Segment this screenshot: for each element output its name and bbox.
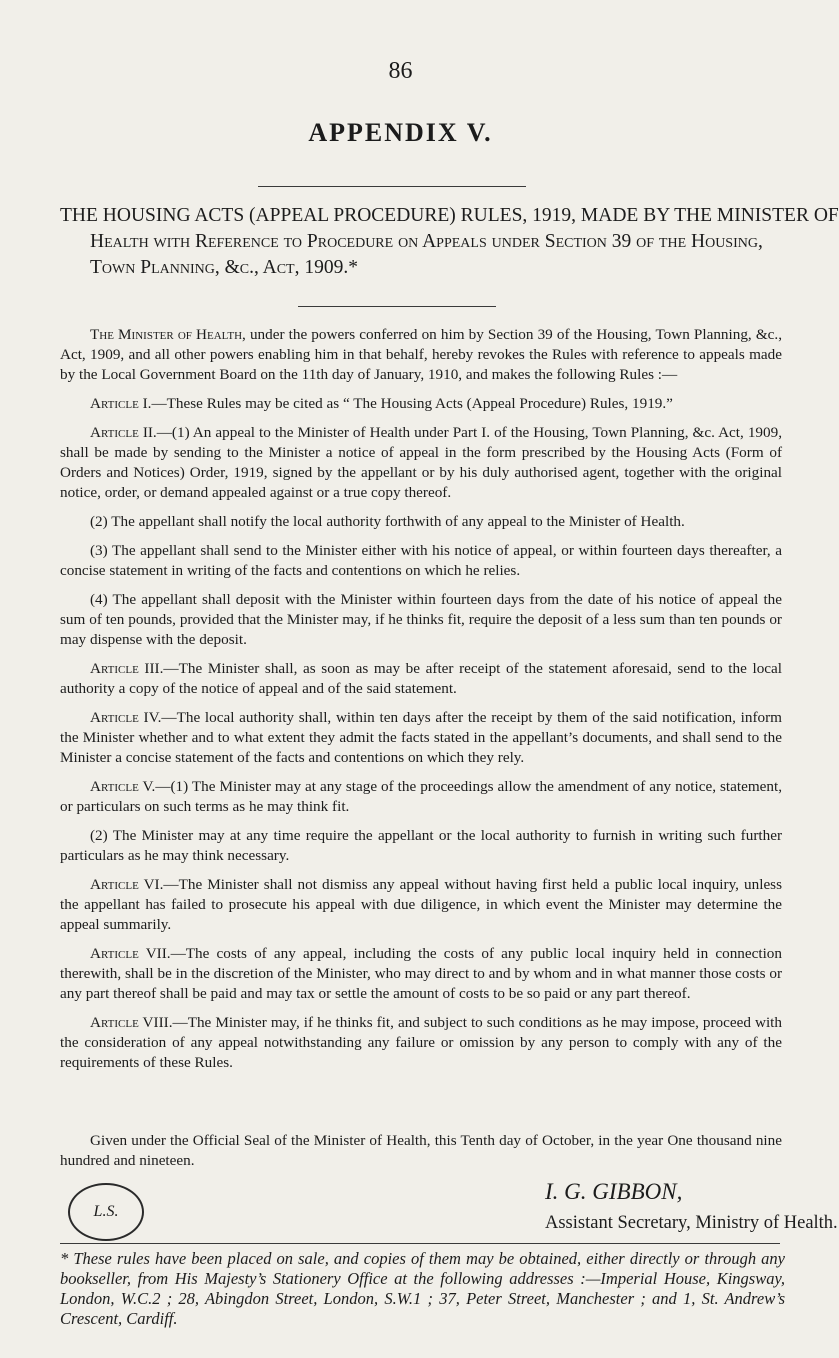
article-2-2: (2) The appellant shall notify the local authority forthwith of any appeal to the Minister of Health. bbox=[90, 513, 685, 530]
article-1 bbox=[60, 394, 782, 414]
official-seal bbox=[68, 1183, 144, 1241]
appendix-title: APPENDIX V. bbox=[308, 118, 493, 147]
article-8-text: —The Minister may, if he thinks fit, and subject to such conditions as he may impose, proceed with the consideration of any appeal notwithstanding any failure or omission by any person to comply with any of the requirements of these Rules. bbox=[60, 1014, 782, 1072]
preamble-lead: The Minister of Health, bbox=[90, 326, 246, 343]
article-1-lead: Article I. bbox=[90, 395, 152, 412]
preamble-text: under the powers conferred on him by Section 39 of the Housing, Town Planning, &c., Act, 1909, and all other powers enabling him in that behalf, hereby revokes the Rules with reference to appeals made by the Local Government Board on the 11th day of January, 1910, and makes the following Rules :— bbox=[60, 326, 782, 384]
article-7 bbox=[60, 944, 782, 1004]
heading-rule bbox=[298, 306, 496, 307]
article-8-lead: Article VIII. bbox=[90, 1014, 173, 1031]
heading-line-2: Health with Reference to Procedure on Appeals under Section 39 of the Housing, bbox=[90, 231, 763, 252]
signatory-name: I. G. GIBBON, bbox=[545, 1179, 683, 1204]
article-2-3: (3) The appellant shall send to the Minister either with his notice of appeal, or within fourteen days thereafter, a concise statement in writing of the facts and contentions on which he relies. bbox=[60, 542, 782, 580]
preamble-paragraph bbox=[60, 325, 782, 385]
article-6-text: —The Minister shall not dismiss any appeal without having first held a public local inquiry, unless the appellant has failed to prosecute his appeal with due diligence, in which event the Minister may determine the appeal summarily. bbox=[60, 876, 783, 934]
article-7-text: —The costs of any appeal, including the costs of any public local inquiry held in connection therewith, shall be in the discretion of the Minister, who may direct to and by whom and in what manner those costs or any part thereof shall be paid and may tax or settle the amount of costs to be so paid or any part thereof. bbox=[60, 945, 782, 1003]
article-2-4: (4) The appellant shall deposit with the Minister within fourteen days from the date of his notice of appeal the sum of ten pounds, provided that the Minister may, if he thinks fit, require the deposit of a less sum than ten pounds or may dispense with the deposit. bbox=[60, 591, 782, 649]
article-4 bbox=[60, 708, 782, 768]
article-3-text: —The Minister shall, as soon as may be after receipt of the statement aforesaid, send to the local authority a copy of the notice of appeal and of the said statement. bbox=[60, 660, 782, 698]
article-3 bbox=[60, 659, 782, 699]
article-8 bbox=[60, 1013, 782, 1073]
article-2-1 bbox=[60, 423, 782, 503]
article-2-lead: Article II. bbox=[90, 424, 157, 441]
article-5-1-text: —(1) The Minister may at any stage of the proceedings allow the amendment of any notice, statement, or particulars on such terms as he may think fit. bbox=[60, 778, 782, 816]
article-7-lead: Article VII. bbox=[90, 945, 171, 962]
article-5-lead: Article V. bbox=[90, 778, 156, 795]
article-6 bbox=[60, 875, 782, 935]
signatory-title: Assistant Secretary, Ministry of Health. bbox=[545, 1213, 838, 1233]
title-rule bbox=[258, 186, 526, 187]
article-4-lead: Article IV. bbox=[90, 709, 162, 726]
article-3-lead: Article III. bbox=[90, 660, 164, 677]
article-4-text: —The local authority shall, within ten days after the receipt by them of the said notification, inform the Minister whether and to what extent they admit the facts stated in the appellant’s documents, and shall send to the Minister a concise statement of the facts and contentions on which they rely. bbox=[60, 709, 783, 767]
seal-text: L.S. bbox=[93, 1203, 119, 1220]
footnote-rule bbox=[60, 1243, 780, 1244]
page-number: 86 bbox=[388, 58, 413, 84]
document-heading bbox=[60, 203, 839, 281]
footnote: * These rules have been placed on sale, and copies of them may be obtained, either directly or through any bookseller, from His Majesty’s Stationery Office at the following addresses :—Imperial House, Kingsway, London, W.C.2 ; 28, Abingdon Street, London, S.W.1 ; 37, Peter Street, Manchester ; and 1, St. Andrew’s Crescent, Cardiff. bbox=[60, 1249, 785, 1328]
heading-line-3: Town Planning, &c., Act, 1909.* bbox=[90, 257, 358, 278]
heading-line-1: THE HOUSING ACTS (APPEAL PROCEDURE) RULES, 1919, MADE BY THE MINISTER OF bbox=[60, 205, 839, 226]
article-6-lead: Article VI. bbox=[90, 876, 164, 893]
article-5-1 bbox=[60, 777, 782, 817]
article-1-text: —These Rules may be cited as “ The Housing Acts (Appeal Procedure) Rules, 1919.” bbox=[151, 395, 673, 412]
given-under-seal: Given under the Official Seal of the Minister of Health, this Tenth day of October, in the year One thousand nine hundred and nineteen. bbox=[60, 1132, 782, 1170]
article-2-1-text: —(1) An appeal to the Minister of Health under Part I. of the Housing, Town Planning, &c. Act, 1909, shall be made by sending to the Minister a notice of appeal in the form prescribed by the Housing Acts (Form of Orders and Notices) Order, 1919, signed by the appellant or by his duly authorised agent, together with the original notice, order, or demand appealed against or a true copy thereof. bbox=[60, 424, 782, 502]
article-5-2: (2) The Minister may at any time require the appellant or the local authority to furnish in writing such further particulars as he may think necessary. bbox=[60, 827, 782, 865]
